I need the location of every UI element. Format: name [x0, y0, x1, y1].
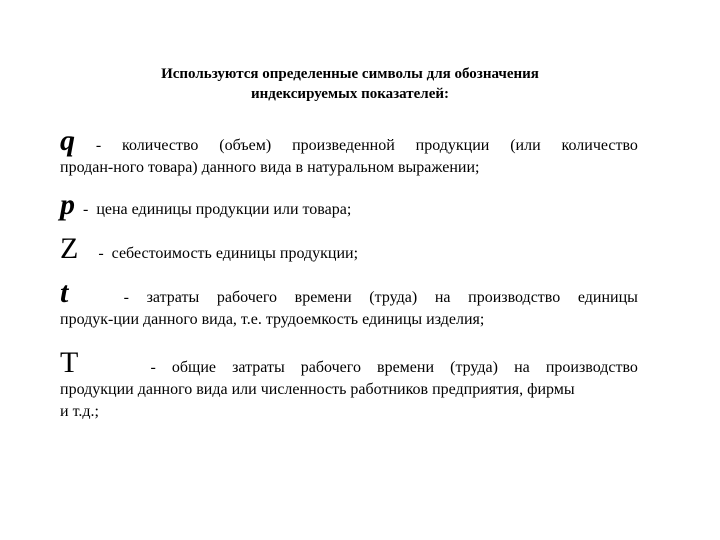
- dash: -: [95, 137, 102, 154]
- word: произведенной: [292, 137, 395, 154]
- word: единицы: [577, 289, 638, 306]
- definition-q: [60, 126, 638, 179]
- definition-T-continuation-2: и т.д.;: [60, 403, 99, 420]
- word: (объем): [219, 137, 272, 154]
- symbol-t: t: [60, 276, 69, 309]
- symbol-z: Z: [60, 232, 79, 265]
- word: времени: [294, 289, 352, 306]
- title-line-1: Используются определенные символы для обозначения: [161, 66, 539, 82]
- definition-T-first-line: [60, 348, 638, 379]
- symbol-q: q: [60, 124, 75, 157]
- word: продукции: [415, 137, 490, 154]
- definition-p: [60, 190, 638, 221]
- definition-T: [60, 348, 638, 423]
- symbol-T: T: [60, 346, 79, 379]
- word: затраты: [232, 359, 285, 376]
- definition-t-first-line: [60, 278, 638, 309]
- definition-t-continuation: продук-ции данного вида, т.е. трудоемкость единицы изделия;: [60, 311, 485, 328]
- symbol-p: p: [60, 188, 75, 221]
- definition-z-line: [60, 234, 638, 265]
- word: на: [514, 359, 530, 376]
- definition-q-first-line: [60, 126, 638, 157]
- dash: -: [98, 245, 104, 262]
- word: рабочего: [216, 289, 277, 306]
- title-line-2: индексируемых показателей:: [250, 86, 450, 102]
- definition-p-line: [60, 190, 638, 221]
- word: производство: [545, 359, 638, 376]
- word: (труда): [369, 289, 418, 306]
- word: количество: [122, 137, 199, 154]
- word: (или: [510, 137, 541, 154]
- dash: -: [150, 359, 156, 376]
- definition-t: [60, 278, 638, 331]
- definition-p-text: цена единицы продукции или товара;: [96, 201, 352, 218]
- dash: -: [83, 201, 89, 218]
- word: на: [434, 289, 451, 306]
- definition-q-continuation: продан-ного товара) данного вида в натуральном выражении;: [60, 159, 480, 176]
- definition-z: [60, 234, 638, 265]
- definition-T-continuation-1: продукции данного вида или численность работников предприятия, фирмы: [60, 381, 575, 398]
- word: (труда): [450, 359, 498, 376]
- word: рабочего: [300, 359, 361, 376]
- word: затраты: [146, 289, 200, 306]
- word: общие: [171, 359, 217, 376]
- definition-z-text: себестоимость единицы продукции;: [111, 245, 359, 262]
- word: количество: [561, 137, 638, 154]
- dash: -: [123, 289, 129, 306]
- word: времени: [377, 359, 435, 376]
- page-title: [100, 64, 600, 104]
- word: производство: [468, 289, 561, 306]
